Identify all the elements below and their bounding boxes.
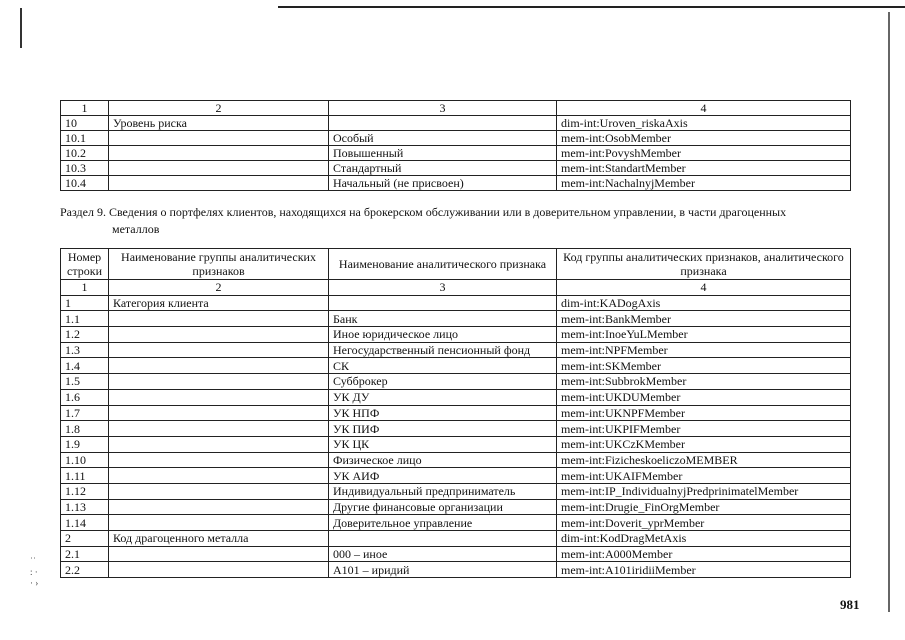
table-head-row xyxy=(61,249,851,280)
column-number: 2 xyxy=(109,280,329,296)
feature-name-cell: Физическое лицо xyxy=(329,452,557,468)
table-row xyxy=(61,389,851,405)
group-name-cell xyxy=(109,546,329,562)
row-number-cell: 10 xyxy=(61,116,109,131)
table-row xyxy=(61,342,851,358)
code-cell: mem-int:A101iridiiMember xyxy=(557,562,851,578)
table-row xyxy=(61,374,851,390)
group-name-cell xyxy=(109,483,329,499)
head-cell-group: Наименование группы аналитических признаков xyxy=(109,249,329,280)
group-name-cell: Категория клиента xyxy=(109,295,329,311)
feature-name-cell: Индивидуальный предприниматель xyxy=(329,483,557,499)
code-cell: mem-int:InoeYuLMember xyxy=(557,327,851,343)
head-cell-code: Код группы аналитических признаков, аналитического признака xyxy=(557,249,851,280)
table-row xyxy=(61,468,851,484)
feature-name-cell: УК АИФ xyxy=(329,468,557,484)
feature-name-cell: Начальный (не присвоен) xyxy=(329,176,557,191)
row-number-cell: 1.12 xyxy=(61,483,109,499)
feature-name-cell: Стандартный xyxy=(329,161,557,176)
feature-name-cell: УК НПФ xyxy=(329,405,557,421)
group-name-cell xyxy=(109,176,329,191)
page-number: 981 xyxy=(840,597,860,612)
group-name-cell xyxy=(109,327,329,343)
feature-name-cell: УК ДУ xyxy=(329,389,557,405)
code-cell: mem-int:A000Member xyxy=(557,546,851,562)
group-name-cell xyxy=(109,358,329,374)
feature-name-cell: Особый xyxy=(329,131,557,146)
table-row xyxy=(61,131,851,146)
code-cell: mem-int:UKPIFMember xyxy=(557,421,851,437)
feature-name-cell: УК ПИФ xyxy=(329,421,557,437)
column-number: 4 xyxy=(557,101,851,116)
table-row xyxy=(61,562,851,578)
table-row xyxy=(61,146,851,161)
scan-edge-left xyxy=(20,8,22,48)
row-number-cell: 1.14 xyxy=(61,515,109,531)
feature-name-cell: СК xyxy=(329,358,557,374)
group-name-cell xyxy=(109,161,329,176)
code-cell: dim-int:Uroven_riskaAxis xyxy=(557,116,851,131)
table-row xyxy=(61,295,851,311)
column-number: 3 xyxy=(329,280,557,296)
row-number-cell: 1.1 xyxy=(61,311,109,327)
table-row xyxy=(61,327,851,343)
risk-level-table-body xyxy=(61,101,851,191)
row-number-cell: 1.4 xyxy=(61,358,109,374)
code-cell: dim-int:KADogAxis xyxy=(557,295,851,311)
feature-name-cell xyxy=(329,531,557,547)
row-number-cell: 2.1 xyxy=(61,546,109,562)
feature-name-cell xyxy=(329,116,557,131)
row-number-cell: 1.6 xyxy=(61,389,109,405)
feature-name-cell: Доверительное управление xyxy=(329,515,557,531)
group-name-cell xyxy=(109,452,329,468)
head-cell-feature: Наименование аналитического признака xyxy=(329,249,557,280)
table-row xyxy=(61,358,851,374)
column-number: 1 xyxy=(61,101,109,116)
code-cell: dim-int:KodDragMetAxis xyxy=(557,531,851,547)
code-cell: mem-int:IP_IndividualnyjPredprinimatelMember xyxy=(557,483,851,499)
feature-name-cell: Другие финансовые организации xyxy=(329,499,557,515)
risk-level-table xyxy=(60,100,851,191)
feature-name-cell: 000 – иное xyxy=(329,546,557,562)
column-number: 1 xyxy=(61,280,109,296)
code-cell: mem-int:FizicheskoeliczoMEMBER xyxy=(557,452,851,468)
code-cell: mem-int:PovyshMember xyxy=(557,146,851,161)
feature-name-cell: УК ЦК xyxy=(329,436,557,452)
row-number-cell: 1 xyxy=(61,295,109,311)
feature-name-cell: Повышенный xyxy=(329,146,557,161)
column-number: 3 xyxy=(329,101,557,116)
group-name-cell xyxy=(109,311,329,327)
feature-name-cell: Иное юридическое лицо xyxy=(329,327,557,343)
table-row xyxy=(61,531,851,547)
row-number-cell: 2.2 xyxy=(61,562,109,578)
table-row xyxy=(61,161,851,176)
table-row xyxy=(61,515,851,531)
group-name-cell xyxy=(109,499,329,515)
table-row xyxy=(61,546,851,562)
table-row xyxy=(61,176,851,191)
code-cell: mem-int:UKNPFMember xyxy=(557,405,851,421)
code-cell: mem-int:UKAIFMember xyxy=(557,468,851,484)
row-number-cell: 10.3 xyxy=(61,161,109,176)
feature-name-cell: A101 – иридий xyxy=(329,562,557,578)
table-row xyxy=(61,452,851,468)
column-number: 2 xyxy=(109,101,329,116)
scan-margin-marks: ʿʾ : · · › xyxy=(30,556,39,588)
portfolio-table-body xyxy=(61,249,851,578)
row-number-cell: 1.10 xyxy=(61,452,109,468)
section-heading-line2: металлов xyxy=(112,222,160,236)
code-cell: mem-int:Doverit_yprMember xyxy=(557,515,851,531)
row-number-cell: 1.9 xyxy=(61,436,109,452)
table-row xyxy=(61,311,851,327)
column-number-row xyxy=(61,280,851,296)
row-number-cell: 10.2 xyxy=(61,146,109,161)
section-9-heading xyxy=(60,204,856,238)
row-number-cell: 1.2 xyxy=(61,327,109,343)
code-cell: mem-int:BankMember xyxy=(557,311,851,327)
code-cell: mem-int:StandartMember xyxy=(557,161,851,176)
column-number: 4 xyxy=(557,280,851,296)
group-name-cell xyxy=(109,374,329,390)
code-cell: mem-int:UKDUMember xyxy=(557,389,851,405)
group-name-cell xyxy=(109,131,329,146)
portfolio-table xyxy=(60,248,851,578)
feature-name-cell xyxy=(329,295,557,311)
code-cell: mem-int:SubbrokMember xyxy=(557,374,851,390)
group-name-cell xyxy=(109,421,329,437)
code-cell: mem-int:UKCzKMember xyxy=(557,436,851,452)
group-name-cell xyxy=(109,405,329,421)
group-name-cell: Уровень риска xyxy=(109,116,329,131)
head-cell-number: Номер строки xyxy=(61,249,109,280)
top-rule xyxy=(278,6,905,8)
row-number-cell: 10.4 xyxy=(61,176,109,191)
table-row xyxy=(61,499,851,515)
table-row xyxy=(61,405,851,421)
section-heading-line1: Раздел 9. Сведения о портфелях клиентов, находящихся на брокерском обслуживании или в доверительном управлении, в части драгоценных xyxy=(60,205,787,219)
row-number-cell: 1.3 xyxy=(61,342,109,358)
code-cell: mem-int:Drugie_FinOrgMember xyxy=(557,499,851,515)
scan-edge-right xyxy=(888,12,890,612)
feature-name-cell: Банк xyxy=(329,311,557,327)
column-number-row xyxy=(61,101,851,116)
table-row xyxy=(61,116,851,131)
group-name-cell xyxy=(109,146,329,161)
group-name-cell xyxy=(109,562,329,578)
row-number-cell: 10.1 xyxy=(61,131,109,146)
row-number-cell: 1.5 xyxy=(61,374,109,390)
row-number-cell: 1.11 xyxy=(61,468,109,484)
row-number-cell: 1.7 xyxy=(61,405,109,421)
group-name-cell xyxy=(109,342,329,358)
code-cell: mem-int:OsobMember xyxy=(557,131,851,146)
feature-name-cell: Субброкер xyxy=(329,374,557,390)
code-cell: mem-int:NPFMember xyxy=(557,342,851,358)
feature-name-cell: Негосударственный пенсионный фонд xyxy=(329,342,557,358)
table-row xyxy=(61,421,851,437)
code-cell: mem-int:NachalnyjMember xyxy=(557,176,851,191)
group-name-cell xyxy=(109,436,329,452)
group-name-cell xyxy=(109,515,329,531)
group-name-cell: Код драгоценного металла xyxy=(109,531,329,547)
row-number-cell: 1.8 xyxy=(61,421,109,437)
table-row xyxy=(61,436,851,452)
group-name-cell xyxy=(109,389,329,405)
table-row xyxy=(61,483,851,499)
row-number-cell: 1.13 xyxy=(61,499,109,515)
group-name-cell xyxy=(109,468,329,484)
row-number-cell: 2 xyxy=(61,531,109,547)
code-cell: mem-int:SKMember xyxy=(557,358,851,374)
